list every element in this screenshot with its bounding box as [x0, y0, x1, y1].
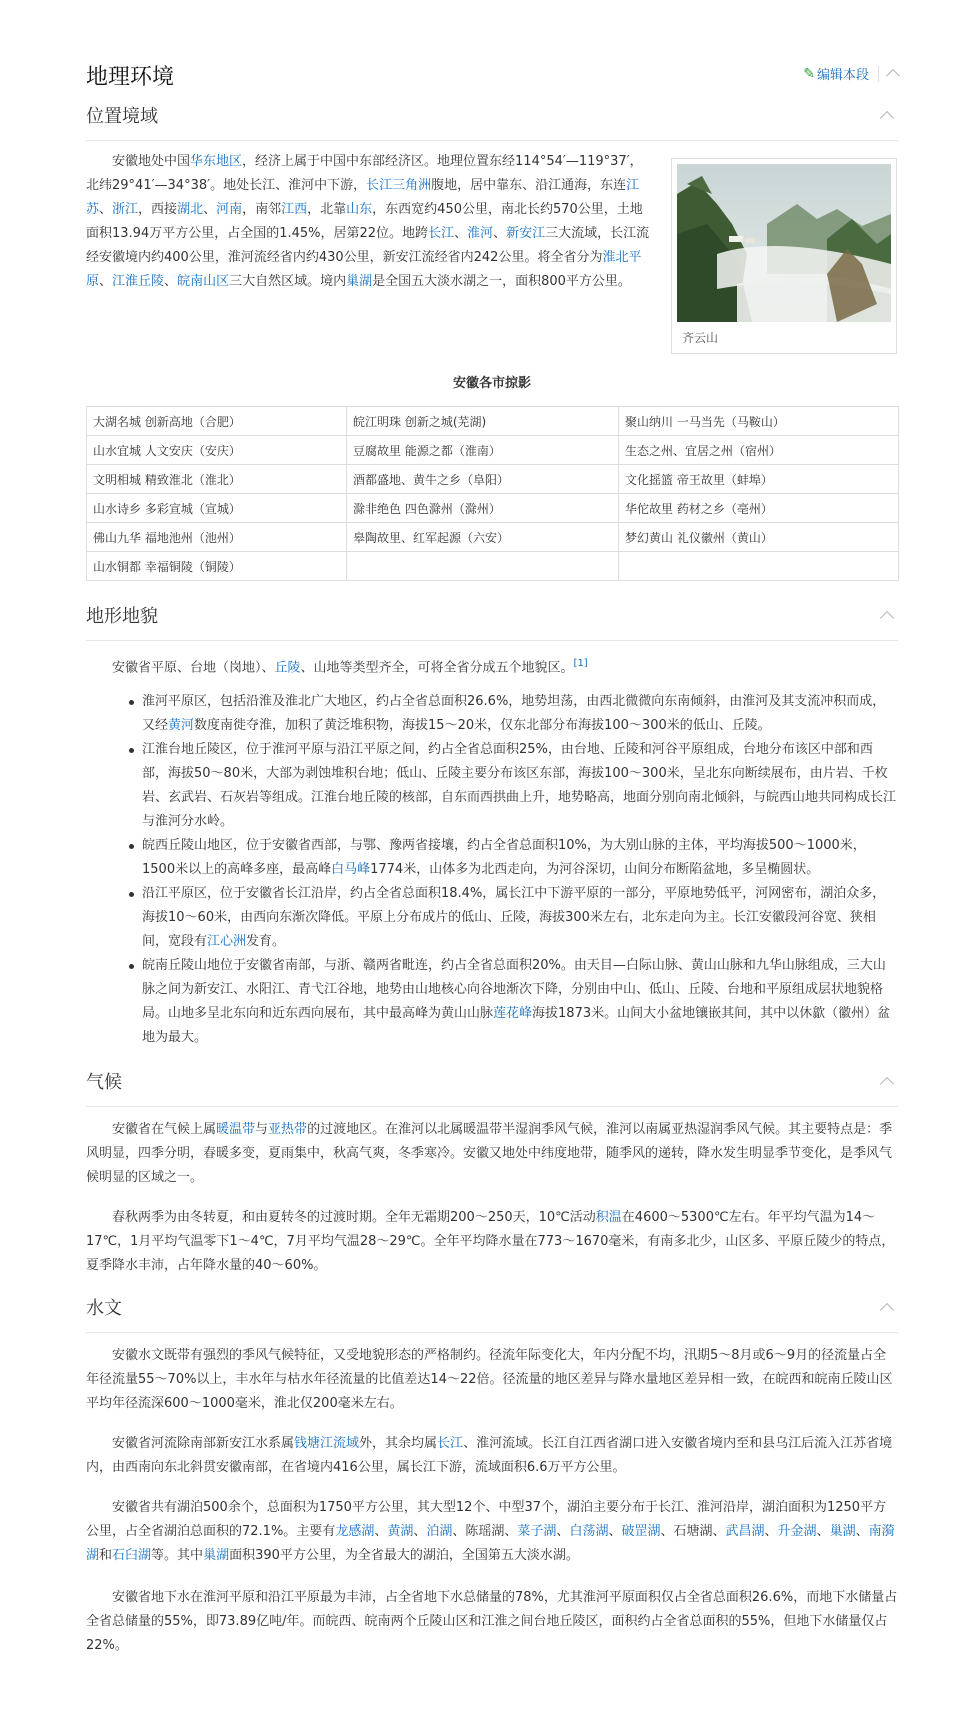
- table-cell: 皖江明珠 创新之城(芜湖): [347, 407, 619, 436]
- inline-link[interactable]: 亚热带: [268, 1122, 308, 1137]
- page-title: 地理环境: [86, 65, 175, 90]
- inline-link[interactable]: 白马峰: [331, 862, 371, 877]
- table-cell: 文化摇篮 帝王故里（蚌埠）: [619, 465, 899, 494]
- table-row: [87, 552, 899, 581]
- inline-link[interactable]: 钱塘江流域: [294, 1436, 360, 1451]
- inline-link[interactable]: 新安江: [506, 226, 546, 241]
- table-cell: 华佗故里 药材之乡（亳州）: [619, 494, 899, 523]
- inline-link[interactable]: 山东: [346, 202, 373, 217]
- inline-link[interactable]: 菜子湖: [517, 1524, 557, 1539]
- inline-link[interactable]: 江西: [281, 202, 308, 217]
- inline-link[interactable]: 淮河: [467, 226, 494, 241]
- table-row: [87, 465, 899, 494]
- table-cell: 山水铜都 幸福铜陵（铜陵）: [87, 552, 347, 581]
- hydrology-paragraph-1: 安徽水文既带有强烈的季风气候特征，又受地貌形态的严格制约。径流年际变化大，年内分配不均，汛期5～8月或6～9月的径流量占全年径流量55～70%以上，丰水年与枯水年径流量的比值差达14～22倍。径流量的地区差异与降水量地区差异相一致，在皖西和皖南丘陵山区平均年径流深600～1000毫米，淮北仅200毫米左右。: [86, 1348, 893, 1411]
- inline-link[interactable]: 皖南山区: [177, 274, 230, 289]
- inline-link[interactable]: 长江三角洲: [366, 178, 432, 193]
- table-row: [87, 407, 899, 436]
- table-cell: 生态之州、宜居之州（宿州）: [619, 436, 899, 465]
- table-cell: [347, 552, 619, 581]
- section-header-terrain: [86, 600, 898, 641]
- table-cell: 文明相城 精致淮北（淮北）: [87, 465, 347, 494]
- table-cell: [619, 552, 899, 581]
- table-cell: 豆腐故里 能源之都（淮南）: [347, 436, 619, 465]
- section-title: 位置境域: [86, 106, 158, 127]
- inline-link[interactable]: 石臼湖: [112, 1548, 152, 1563]
- section-title: 水文: [86, 1298, 122, 1319]
- figure-qiyunshan[interactable]: [671, 158, 897, 354]
- inline-link[interactable]: 江淮丘陵: [112, 274, 165, 289]
- pencil-icon: ✎: [803, 65, 815, 82]
- inline-link[interactable]: 暖温带: [216, 1122, 256, 1137]
- list-item: 淮河平原区，包括沿淮及淮北广大地区，约占全省总面积26.6%，地势坦荡，由西北微微向东南倾斜，由淮河及其支流冲积而成，又经黄河数度南徙夺淮，加积了黄泛堆积物，海拔15～20米，仅东北部分布海拔100～300米的低山、丘陵。: [142, 690, 898, 738]
- inline-link[interactable]: 巢湖: [829, 1524, 856, 1539]
- list-item: 江淮台地丘陵区，位于淮河平原与沿江平原之间，约占全省总面积25%，由台地、丘陵和河谷平原组成，台地分布该区中部和西部，海拔50～80米，大部为剥蚀堆积台地；低山、丘陵主要分布该区东部，海拔100～300米，呈北东向断续展布，由片岩、千枚岩、玄武岩、石灰岩等组成。江淮台地丘陵的核部，自东而西拱曲上升，地势略高，地面分别向南北倾斜，与皖西山地共同构成长江与淮河分水岭。: [142, 738, 898, 834]
- table-cell: 滁非绝色 四色滁州（滁州）: [347, 494, 619, 523]
- inline-link[interactable]: 长江: [437, 1436, 464, 1451]
- title-tools: [803, 64, 898, 83]
- collapse-chevron-icon[interactable]: [880, 611, 894, 625]
- inline-link[interactable]: 升金湖: [777, 1524, 817, 1539]
- table-cell: 山水诗乡 多彩宣城（宣城）: [87, 494, 347, 523]
- list-item: 沿江平原区，位于安徽省长江沿岸，约占全省总面积18.4%，属长江中下游平原的一部分，平原地势低平，河网密布，湖泊众多，海拔10～60米，由西向东渐次降低。平原上分布成片的低山、丘陵，海拔300米左右，北东走向为主。长江安徽段河谷宽、狭相间，宽段有江心洲发育。: [142, 882, 898, 954]
- table-cell: 聚山纳川 一马当先（马鞍山）: [619, 407, 899, 436]
- inline-link[interactable]: 长江: [428, 226, 455, 241]
- inline-link[interactable]: 华东地区: [190, 154, 243, 169]
- section-header-climate: [86, 1066, 898, 1107]
- chevron-up-icon[interactable]: [886, 69, 900, 83]
- inline-link[interactable]: 湖北: [177, 202, 204, 217]
- inline-link[interactable]: 江心洲: [207, 934, 247, 949]
- inline-link[interactable]: 南漪湖: [86, 1524, 895, 1563]
- image-caption: 齐云山: [682, 331, 719, 345]
- collapse-chevron-icon[interactable]: [880, 111, 894, 125]
- inline-link[interactable]: 巢湖: [346, 274, 373, 289]
- inline-link[interactable]: 积温: [595, 1210, 622, 1225]
- section-header-hydrology: [86, 1292, 898, 1333]
- table-cell: 大湖名城 创新高地（合肥）: [87, 407, 347, 436]
- inline-link[interactable]: 淮北平原: [86, 250, 642, 289]
- inline-link[interactable]: 龙感湖: [335, 1524, 375, 1539]
- section-title: 气候: [86, 1072, 122, 1093]
- climate-paragraph-1: 安徽省在气候上属暖温带与亚热带的过渡地区。在淮河以北属暖温带半湿润季风气候，淮河以南属亚热湿润季风气候。其主要特点是：季风明显，四季分明，春暖多变，夏雨集中，秋高气爽，冬季寒冷。安徽又地处中纬度地带，随季风的递转，降水发生明显季节变化，是季风气候明显的区域之一。: [86, 1122, 893, 1185]
- city-table-title: 安徽各市掠影: [452, 376, 531, 391]
- climate-paragraph-2: 春秋两季为由冬转夏，和由夏转冬的过渡时期。全年无霜期200～250天，10℃活动积温在4600～5300℃左右。年平均气温为14～17℃，1月平均气温零下1～4℃，7月平均气温28～29℃。全年平均降水量在773～1670毫米，有南多北少，山区多、平原丘陵少的特点，夏季降水丰沛，占年降水量的40～60%。: [86, 1210, 895, 1273]
- inline-link[interactable]: 浙江: [112, 202, 139, 217]
- inline-link[interactable]: 破罡湖: [621, 1524, 661, 1539]
- table-cell: 酒都盛地、黄牛之乡（阜阳）: [347, 465, 619, 494]
- section-header-location: [86, 100, 898, 141]
- terrain-list: [142, 690, 898, 1050]
- list-item: 皖南丘陵山地位于安徽省南部，与浙、赣两省毗连，约占全省总面积20%。由天目—白际山脉、黄山山脉和九华山脉组成，三大山脉之间为新安江、水阳江、青弋江谷地，地势由山地核心向谷地渐次下降，分别由中山、低山、丘陵、台地和平原组成层状地貌格局。山地多呈北东向和近东西向展布，其中最高峰为黄山山脉莲花峰海拔1873米。山间大小盆地镶嵌其间，其中以休歙（徽州）盆地为最大。: [142, 954, 898, 1050]
- hydrology-paragraph-4: 安徽省地下水在淮河平原和沿江平原最为丰沛，占全省地下水总储量的78%，尤其淮河平原面积仅占全省总面积26.6%，而地下水储量占全省总储量的55%，即73.89亿吨/年。而皖西、皖南两个丘陵山区和江淮之间台地丘陵区，面积约占全省总面积的55%，但地下水储量仅占22%。: [86, 1590, 898, 1653]
- edit-section-link[interactable]: 编辑本段: [816, 68, 869, 83]
- inline-link[interactable]: 巢湖: [203, 1548, 230, 1563]
- table-row: [87, 523, 899, 552]
- collapse-chevron-icon[interactable]: [880, 1303, 894, 1317]
- hydrology-paragraph-2: 安徽省河流除南部新安江水系属钱塘江流域外，其余均属长江、淮河流域。长江自江西省湖口进入安徽省境内至和县乌江后流入江苏省境内，由西南向东北斜贯安徽南部，在省境内416公里，属长江下游，流域面积6.6万平方公里。: [86, 1436, 893, 1475]
- citation-ref[interactable]: [1]: [573, 658, 588, 669]
- mountain-photo[interactable]: [677, 164, 891, 322]
- inline-link[interactable]: 河南: [216, 202, 243, 217]
- collapse-chevron-icon[interactable]: [880, 1077, 894, 1091]
- table-cell: 山水宜城 人文安庆（安庆）: [87, 436, 347, 465]
- divider: [878, 66, 879, 82]
- mountain-illustration: [677, 164, 891, 322]
- hydrology-paragraph-3: 安徽省共有湖泊500余个，总面积为1750平方公里，其大型12个、中型37个，湖泊主要分布于长江、淮河沿岸，湖泊面积为1250平方公里，占全省湖泊总面积的72.1%。主要有龙感湖、黄湖、泊湖、陈瑶湖、菜子湖、白荡湖、破罡湖、石塘湖、武昌湖、升金湖、巢湖、南漪湖和石臼湖等。其中巢湖面积390平方公里，为全省最大的湖泊，全国第五大淡水湖。: [86, 1500, 895, 1563]
- city-table: [86, 406, 899, 581]
- inline-link[interactable]: 泊湖: [426, 1524, 453, 1539]
- inline-link[interactable]: 黄湖: [387, 1524, 414, 1539]
- location-paragraph: 安徽地处中国华东地区，经济上属于中国中东部经济区。地理位置东经114°54′—119°37′，北纬29°41′—34°38′。地处长江、淮河中下游，长江三角洲腹地，居中靠东、沿江通海，东连江苏、浙江，西接湖北、河南，南邻江西，北靠山东，东西宽约450公里，南北长约570公里，土地面积13.94万平方公里，占全国的1.45%，居第22位。地跨长江、淮河、新安江三大流域，长江流经安徽境内约400公里，淮河流经省内约430公里，新安江流经省内242公里。将全省分为淮北平原、江淮丘陵、皖南山区三大自然区域。境内巢湖是全国五大淡水湖之一，面积800平方公里。: [86, 154, 650, 289]
- table-row: [87, 436, 899, 465]
- table-row: [87, 494, 899, 523]
- inline-link[interactable]: 武昌湖: [725, 1524, 765, 1539]
- terrain-intro: 安徽省平原、台地（岗地）、丘陵、山地等类型齐全，可将全省分成五个地貌区。[1]: [112, 658, 588, 676]
- table-cell: 佛山九华 福地池州（池州）: [87, 523, 347, 552]
- inline-link[interactable]: 莲花峰: [493, 1006, 533, 1021]
- inline-link[interactable]: 白荡湖: [569, 1524, 609, 1539]
- list-item: 皖西丘陵山地区，位于安徽省西部，与鄂、豫两省接壤，约占全省总面积10%，为大别山脉的主体，平均海拔500～1000米，1500米以上的高峰多座，最高峰白马峰1774米，山体多为北西走向，为河谷深切，山间分布断陷盆地，多呈椭圆状。: [142, 834, 898, 882]
- inline-link[interactable]: 江苏: [86, 178, 640, 217]
- inline-link[interactable]: 黄河: [168, 718, 195, 733]
- inline-link[interactable]: 丘陵: [274, 660, 301, 676]
- section-title: 地形地貌: [86, 606, 158, 627]
- table-cell: 皋陶故里、红军起源（六安）: [347, 523, 619, 552]
- table-cell: 梦幻黄山 礼仪徽州（黄山）: [619, 523, 899, 552]
